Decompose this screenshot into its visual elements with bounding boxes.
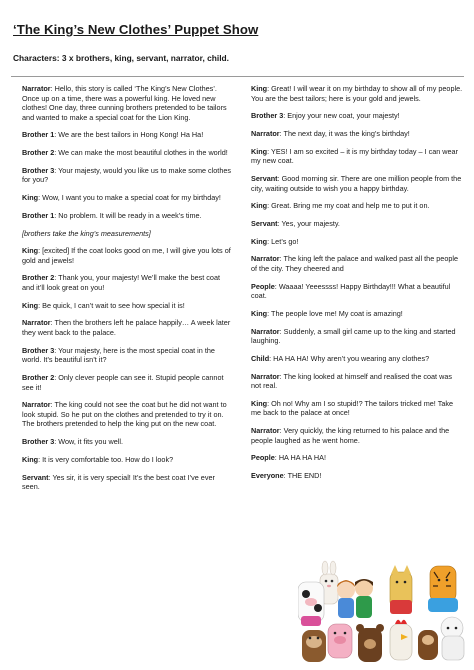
dialogue-text: Oh no! Why am I so stupid!? The tailors tricked me! Take me back to the palace at once! bbox=[251, 398, 454, 418]
speaker-name: Narrator bbox=[251, 128, 280, 138]
dialogue-text: Only clever people can see it. Stupid people cannot see it! bbox=[22, 373, 224, 392]
sheep-puppet bbox=[441, 617, 464, 660]
speaker-name: People bbox=[251, 453, 275, 463]
dialogue-text: Let’s go! bbox=[271, 236, 299, 246]
script-line: Brother 2: Only clever people can see it. Stupid people cannot see it! bbox=[22, 373, 224, 392]
speaker-name: Brother 3 bbox=[22, 437, 55, 447]
bear-puppet bbox=[356, 624, 384, 662]
speaker-name: King bbox=[251, 146, 268, 156]
script-line: King: It is very comfortable too. How do I look? bbox=[22, 454, 174, 464]
speaker-name: King bbox=[22, 193, 39, 203]
speaker-name: King bbox=[251, 201, 268, 211]
cow-puppet bbox=[298, 582, 324, 626]
script-line: Brother 1: We are the best tailors in Hong Kong! Ha Ha! bbox=[22, 130, 204, 140]
dialogue-text: Good morning sir. There are one million people from the city, waiting outside to wish you a happy birthday. bbox=[251, 173, 462, 193]
script-line: King: Great. Bring me my coat and help me to put it on. bbox=[251, 201, 430, 211]
script-line: King: Great! I will wear it on my birthday to show all of my people. You are the best tailors; here is your gold and jewels. bbox=[251, 84, 463, 103]
script-line: Servant: Yes sir, it is very special! It’s the best coat I’ve ever seen. bbox=[22, 472, 215, 492]
dialogue-text: Your majesty, would you like us to make some clothes for you? bbox=[22, 165, 232, 185]
speaker-name: Servant bbox=[22, 472, 49, 482]
speaker-name: Brother 1 bbox=[22, 210, 55, 220]
dialogue-text: It is very comfortable too. How do I look? bbox=[42, 454, 174, 464]
script-line: Narrator: The king could not see the coat but he did not want to look stupid. So he put on the clothes and pretended to try it on. The brothers pretended to help the king put on the new coat. bbox=[22, 400, 227, 429]
dialogue-text: Great! I will wear it on my birthday to show all of my people. You are the best tailors; here is your gold and jewels. bbox=[251, 84, 463, 103]
speaker-name: Servant bbox=[251, 218, 278, 228]
script-line: King: YES! I am so excited – it is my birthday today – I can wear my new coat. bbox=[251, 146, 458, 166]
divider bbox=[11, 76, 464, 77]
script-line: King: The people love me! My coat is amazing! bbox=[251, 308, 403, 318]
rooster-puppet bbox=[390, 620, 412, 660]
boy-puppet bbox=[355, 579, 373, 618]
script-line: Narrator: Hello, this story is called ‘The King’s New Clothes’. Once up on a time, there was a powerful king. He loved new clothes! One day, three cunning brothers pretended to be tailors and wanted to make a special coat for the Lion King. bbox=[22, 84, 227, 122]
dialogue-text: HA HA HA! Why aren’t you wearing any clothes? bbox=[273, 353, 430, 363]
dialogue-text: Hello, this story is called ‘The King’s New Clothes’. Once up on a time, there was a powerful king. He loved new clothes! One day, three cunning brothers pretended to be tailors and wanted to make a special coat for the Lion King. bbox=[22, 84, 227, 122]
speaker-name: Child bbox=[251, 353, 270, 363]
pig-puppet bbox=[328, 624, 352, 658]
dialogue-text: The king left the palace and walked past all the people of the city. They cheered and bbox=[251, 254, 459, 273]
speaker-name: Brother 1 bbox=[22, 130, 55, 140]
dialogue-text: [excited] If the coat looks good on me, I will give you lots of gold and jewels! bbox=[22, 246, 231, 265]
stage-direction: [brothers take the king’s measurements] bbox=[22, 228, 151, 238]
speaker-name: Narrator bbox=[251, 326, 280, 336]
dialogue-text: Great. Bring me my coat and help me to put it on. bbox=[271, 201, 430, 211]
script-line: People: Waaaa! Yeeessss! Happy Birthday!!! What a beautiful coat. bbox=[251, 281, 451, 301]
script-line: Narrator: The king looked at himself and realised the coat was not real. bbox=[251, 371, 452, 391]
script-line: Brother 3: Wow, it fits you well. bbox=[22, 437, 123, 447]
speaker-name: Narrator bbox=[22, 318, 51, 328]
cat-puppet bbox=[390, 565, 412, 614]
dialogue-text: THE END! bbox=[287, 471, 322, 481]
monkey-puppet bbox=[418, 630, 438, 660]
dialogue-text: Very quickly, the king returned to his palace and the people laughed as he went home. bbox=[251, 426, 450, 445]
dialogue-text: Wow, I want you to make a special coat for my birthday! bbox=[42, 193, 221, 203]
dialogue-text: Then the brothers left he palace happily… A week later they went back to the palace. bbox=[22, 318, 231, 338]
script-line: Brother 2: Thank you, your majesty! We’ll make the best coat and it’ll look great on you! bbox=[22, 273, 220, 293]
script-line: Brother 3: Your majesty, would you like us to make some clothes for you? bbox=[22, 165, 232, 185]
girl-puppet bbox=[337, 580, 355, 618]
characters-line: Characters: 3 x brothers, king, servant, narrator, child. bbox=[13, 53, 229, 63]
dialogue-text: The king could not see the coat but he did not want to look stupid. So he put on the clothes and pretended to try it on. The brothers pretended to help the king put on the new coat. bbox=[22, 400, 227, 429]
dialogue-text: Be quick, I can’t wait to see how special it is! bbox=[42, 300, 185, 310]
speaker-name: Brother 3 bbox=[22, 345, 55, 355]
speaker-name: King bbox=[251, 236, 268, 246]
dialogue-text: Wow, it fits you well. bbox=[58, 437, 123, 447]
speaker-name: People bbox=[251, 281, 275, 291]
speaker-name: Narrator bbox=[251, 371, 280, 381]
speaker-name: Narrator bbox=[251, 254, 280, 264]
speaker-name: Brother 2 bbox=[22, 273, 55, 283]
speaker-name: King bbox=[251, 398, 268, 408]
script-line: King: Wow, I want you to make a special coat for my birthday! bbox=[22, 193, 221, 203]
script-line: King: Oh no! Why am I so stupid!? The tailors tricked me! Take me back to the palace at once! bbox=[251, 398, 454, 418]
script-line: Everyone: THE END! bbox=[251, 471, 322, 481]
dialogue-text: We are the best tailors in Hong Kong! Ha Ha! bbox=[58, 130, 204, 140]
speaker-name: King bbox=[251, 308, 268, 318]
script-line: Brother 2: We can make the most beautiful clothes in the world! bbox=[22, 148, 228, 158]
dialogue-text: The king looked at himself and realised the coat was not real. bbox=[251, 371, 452, 391]
script-line: King: [excited] If the coat looks good on me, I will give you lots of gold and jewels! bbox=[22, 246, 231, 265]
dialogue-text: We can make the most beautiful clothes in the world! bbox=[58, 148, 228, 158]
dialogue-text: Waaaa! Yeeessss! Happy Birthday!!! What a beautiful coat. bbox=[251, 281, 451, 301]
script-line: Narrator: Suddenly, a small girl came up to the king and started laughing. bbox=[251, 326, 456, 346]
script-line: Servant: Good morning sir. There are one million people from the city, waiting outside to wish you a happy birthday. bbox=[251, 173, 462, 193]
dialogue-text: Enjoy your new coat, your majesty! bbox=[287, 111, 400, 121]
dialogue-text: Yes sir, it is very special! It’s the best coat I’ve ever seen. bbox=[22, 472, 215, 492]
script-line: Child: HA HA HA! Why aren’t you wearing any clothes? bbox=[251, 353, 430, 363]
speaker-name: Brother 2 bbox=[22, 148, 55, 158]
page-title: ‘The King’s New Clothes’ Puppet Show bbox=[13, 22, 259, 37]
dialogue-text: YES! I am so excited – it is my birthday today – I can wear my new coat. bbox=[251, 146, 458, 166]
speaker-name: Narrator bbox=[22, 84, 51, 93]
speaker-name: Brother 3 bbox=[251, 111, 284, 121]
script-line: Brother 3: Enjoy your new coat, your majesty! bbox=[251, 111, 400, 121]
script-line: Brother 1: No problem. It will be ready in a week’s time. bbox=[22, 210, 202, 220]
dialogue-text: Thank you, your majesty! We’ll make the best coat and it’ll look great on you! bbox=[22, 273, 220, 293]
dog-puppet bbox=[302, 630, 326, 662]
script-line: Narrator: The king left the palace and walked past all the people of the city. They cheered and bbox=[251, 254, 459, 273]
speaker-name: Narrator bbox=[22, 400, 51, 410]
tiger-puppet bbox=[428, 566, 458, 612]
speaker-name: Servant bbox=[251, 173, 278, 183]
finger-puppets-image bbox=[298, 560, 468, 664]
speaker-name: Brother 3 bbox=[22, 165, 55, 175]
script-line: Narrator: The next day, it was the king’s birthday! bbox=[251, 128, 410, 138]
script-line: Brother 3: Your majesty, here is the most special coat in the world. It’s beautiful isn’t it? bbox=[22, 345, 215, 365]
speaker-name: King bbox=[22, 300, 39, 310]
dialogue-text: The people love me! My coat is amazing! bbox=[271, 308, 403, 318]
speaker-name: Narrator bbox=[251, 426, 280, 436]
dialogue-text: Your majesty, here is the most special coat in the world. It’s beautiful isn’t it? bbox=[22, 345, 215, 365]
script-line: King: Be quick, I can’t wait to see how special it is! bbox=[22, 300, 185, 310]
script-line: Narrator: Very quickly, the king returned to his palace and the people laughed as he went home. bbox=[251, 426, 450, 445]
dialogue-text: HA HA HA HA! bbox=[278, 453, 326, 463]
script-line: Narrator: Then the brothers left he palace happily… A week later they went back to the palace. bbox=[22, 318, 231, 338]
speaker-name: King bbox=[22, 246, 39, 256]
script-line: People: HA HA HA HA! bbox=[251, 453, 326, 463]
speaker-name: King bbox=[251, 84, 268, 93]
script-left-column bbox=[22, 84, 234, 500]
dialogue-text: No problem. It will be ready in a week’s time. bbox=[58, 210, 202, 220]
dialogue-text: The next day, it was the king’s birthday! bbox=[283, 128, 410, 138]
dialogue-text: Suddenly, a small girl came up to the king and started laughing. bbox=[251, 326, 456, 346]
speaker-name: Everyone bbox=[251, 471, 284, 481]
speaker-name: King bbox=[22, 454, 39, 464]
dialogue-text: Yes, your majesty. bbox=[281, 218, 340, 228]
script-line bbox=[22, 229, 234, 239]
script-line: Servant: Yes, your majesty. bbox=[251, 218, 340, 228]
script-line: King: Let’s go! bbox=[251, 236, 299, 246]
script-right-column bbox=[251, 84, 463, 489]
speaker-name: Brother 2 bbox=[22, 373, 55, 382]
